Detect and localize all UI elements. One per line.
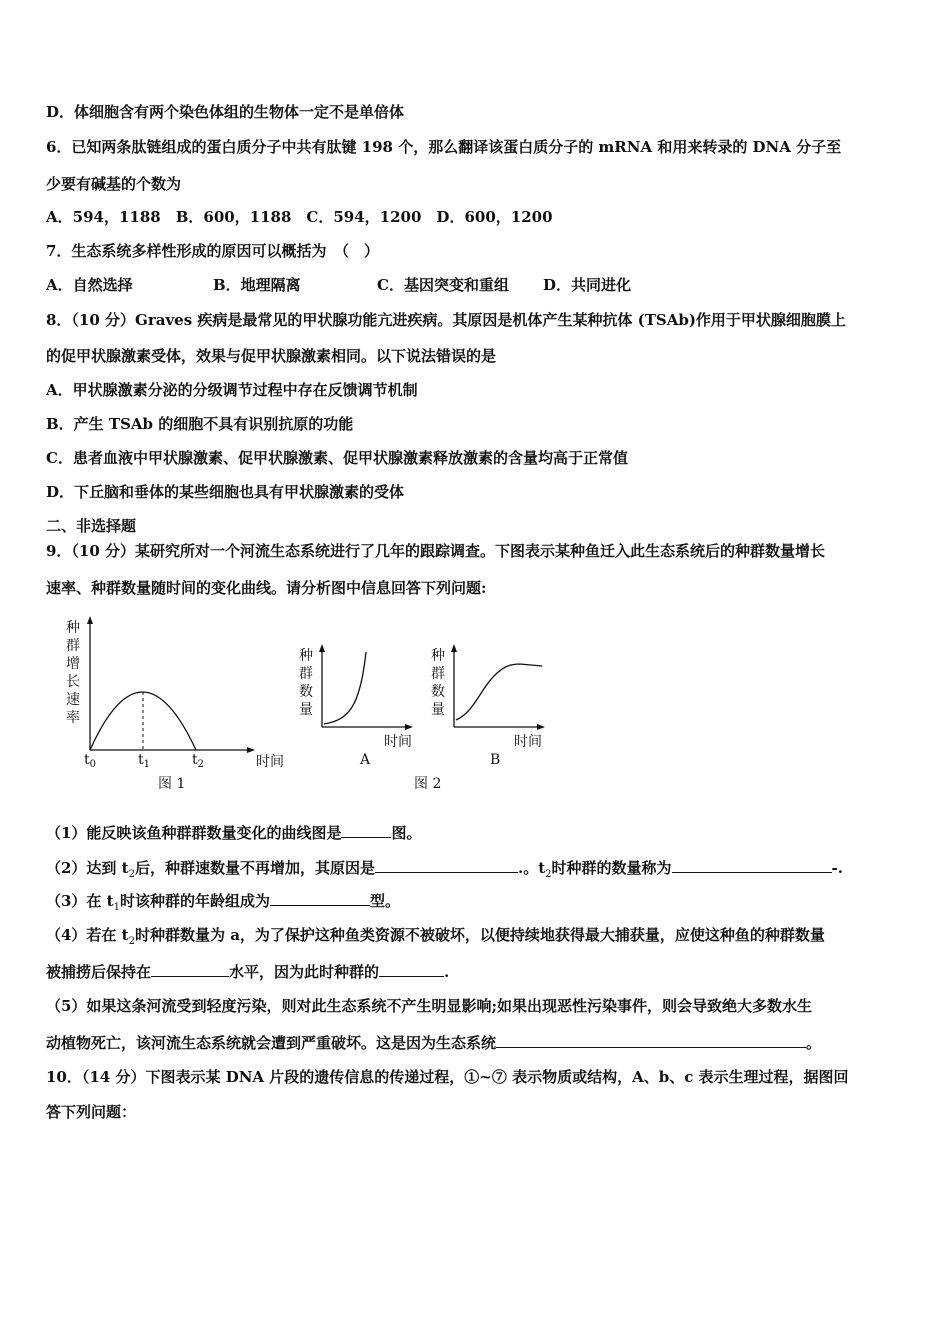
sub-question-5: （5）如果这条河流受到轻度污染，则对此生态系统不产生明显影响;如果出现恶性污染事件，则会导致绝大多数水生 [46,997,812,1015]
q5-blank[interactable] [496,1032,806,1048]
fig2a-ylabel-char: 种 [299,648,313,664]
fig2a-y-arrow [319,644,325,652]
q1-text: （1）能反映该鱼种群群数量变化的曲线图是 [46,824,342,842]
sub-question-4-cont [46,961,910,982]
q4-blank-1[interactable] [151,961,229,977]
question-8-option-d: D．下丘脑和垂体的某些细胞也具有甲状腺激素的受体 [46,483,405,501]
figure-2a-j-curve [296,640,426,766]
figure-2b-s-curve [428,640,558,766]
q2-text-b: 后，种群速数量不再增加，其原因是 [134,859,375,877]
sub-question-4 [46,925,910,952]
fig2b-x-arrow [537,724,545,730]
q4-blank-2[interactable] [379,961,444,977]
q4-text-e: . [444,963,450,981]
fig1-ylabel-char: 增 [66,656,80,672]
fig2a-label: A [360,752,371,766]
fig2b-ylabel-char: 数 [431,684,445,700]
q3-text: （3）在 t [46,892,114,910]
fig2b-ylabel-char: 量 [431,702,445,718]
q3-blank[interactable] [270,890,370,906]
option-d: D．共同进化 [543,276,632,294]
q4-sub: 2 [128,936,135,947]
question-8-cont: 的促甲状腺激素受体，效果与促甲状腺激素相同。以下说法错误的是 [46,347,497,365]
q5-text-b: 动植物死亡，该河流生态系统就会遭到严重破坏。这是因为生态系统 [46,1034,497,1052]
fig2b-xlabel: 时间 [514,734,542,750]
sub-question-2 [46,857,910,885]
fig2b-curve [456,664,542,720]
question-7: 7．生态系统多样性形成的原因可以概括为 （ ） [46,242,379,260]
fig1-ylabel-char: 种 [66,620,80,636]
q4-text-b: 时种群数量为 a，为了保护这种鱼类资源不被破坏，以便持续地获得最大捕获量，应使这种鱼的种群数量 [134,926,825,944]
question-9-cont: 速率、种群数量随时间的变化曲线。请分析图中信息回答下列问题: [46,579,487,597]
option-b: B．地理隔离 [213,276,301,294]
q3-text-b: 时该种群的年龄组成为 [119,892,270,910]
q2-text-c: .。t [517,859,546,877]
fig2a-ylabel [299,648,313,718]
figure-1-growth-rate [60,612,300,794]
figure-2-caption [410,772,450,794]
fig2b-ylabel [431,648,445,718]
fig1-t2: $t_2$ [192,752,205,770]
question-6: 6．已知两条肽链组成的蛋白质分子中共有肽键 198 个，那么翻译该蛋白质分子的 mRNA 和用来转录的 DNA 分子至 [46,138,842,156]
fig2a-x-arrow [405,724,413,730]
fig2-caption: 图 2 [414,776,442,792]
fig1-t1: $t_1$ [138,752,151,770]
question-10-cont: 答下列问题： [46,1103,137,1121]
question-6-options: A．594，1188 B．600，1188 C．594，1200 D．600，1200 [46,208,553,226]
sub-question-1 [46,822,910,843]
q2-blank-1[interactable] [375,857,518,873]
fig2a-ylabel-char: 群 [299,666,313,682]
sub-question-3 [46,890,910,918]
option-a: A．自然选择 [46,276,133,294]
figure-1-ylabel [66,620,80,726]
q2-blank-2[interactable] [672,857,832,873]
option-d-q5: D．体细胞含有两个染色体组的生物体一定不是单倍体 [46,103,405,121]
question-7-options [46,275,910,295]
fig2a-ylabel-char: 量 [299,702,313,718]
question-8-option-a: A．甲状腺激素分泌的分级调节过程中存在反馈调节机制 [46,381,418,399]
q2-sub: 2 [128,869,135,880]
section-heading: 二、非选择题 [46,517,137,535]
fig1-ylabel-char: 群 [66,638,80,654]
fig1-t0: $t_0$ [84,752,97,770]
fig2b-ylabel-char: 种 [431,648,445,664]
fig1-x-arrow [247,747,255,753]
q3-text-c: 型。 [369,892,400,910]
fig2a-curve [324,652,366,724]
question-6-cont: 少要有碱基的个数为 [46,175,182,193]
q2-text-e: -. [831,859,843,877]
fig1-xlabel: 时间 [256,754,284,770]
question-10: 10．（14 分）下图表示某 DNA 片段的遗传信息的传递过程，①~⑦ 表示物质或结构，A、b、c 表示生理过程，据图回 [46,1068,849,1086]
q4-text-d: 水平，因为此时种群的 [229,963,380,981]
fig2a-ylabel-char: 数 [299,684,313,700]
fig2b-label: B [490,752,501,766]
question-8: 8．（10 分）Graves 疾病是最常见的甲状腺功能亢进疾病。其原因是机体产生某种抗体 (TSAb)作用于甲状腺细胞膜上 [46,311,846,329]
question-8-option-c: C．患者血液中甲状腺激素、促甲状腺激素、促甲状腺激素释放激素的含量均高于正常值 [46,449,628,467]
question-8-option-b: B．产生 TSAb 的细胞不具有识别抗原的功能 [46,415,354,433]
fig1-y-arrow [87,616,93,624]
q1-text-end: 图。 [391,824,422,842]
q4-text: （4）若在 t [46,926,129,944]
fig2b-ylabel-char: 群 [431,666,445,682]
q2-sub-2: 2 [545,869,552,880]
q1-blank[interactable] [341,822,391,838]
sub-question-5-cont [46,1032,910,1053]
q3-sub: 1 [113,902,120,913]
q2-text-d: 时种群的数量称为 [551,859,672,877]
fig1-ylabel-char: 速 [66,692,80,708]
fig2a-xlabel: 时间 [384,734,412,750]
fig2b-y-arrow [451,644,457,652]
fig1-ylabel-char: 长 [66,674,80,690]
fig1-ylabel-char: 率 [66,710,80,726]
q2-text: （2）达到 t [46,859,129,877]
fig1-caption: 图 1 [158,776,186,792]
option-c: C．基因突变和重组 [377,276,509,294]
q4-text-c: 被捕捞后保持在 [46,963,152,981]
q5-text-c: 。 [806,1034,822,1052]
question-9: 9．（10 分）某研究所对一个河流生态系统进行了几年的跟踪调查。下图表示某种鱼迁入此生态系统后的种群数量增长 [46,542,826,560]
